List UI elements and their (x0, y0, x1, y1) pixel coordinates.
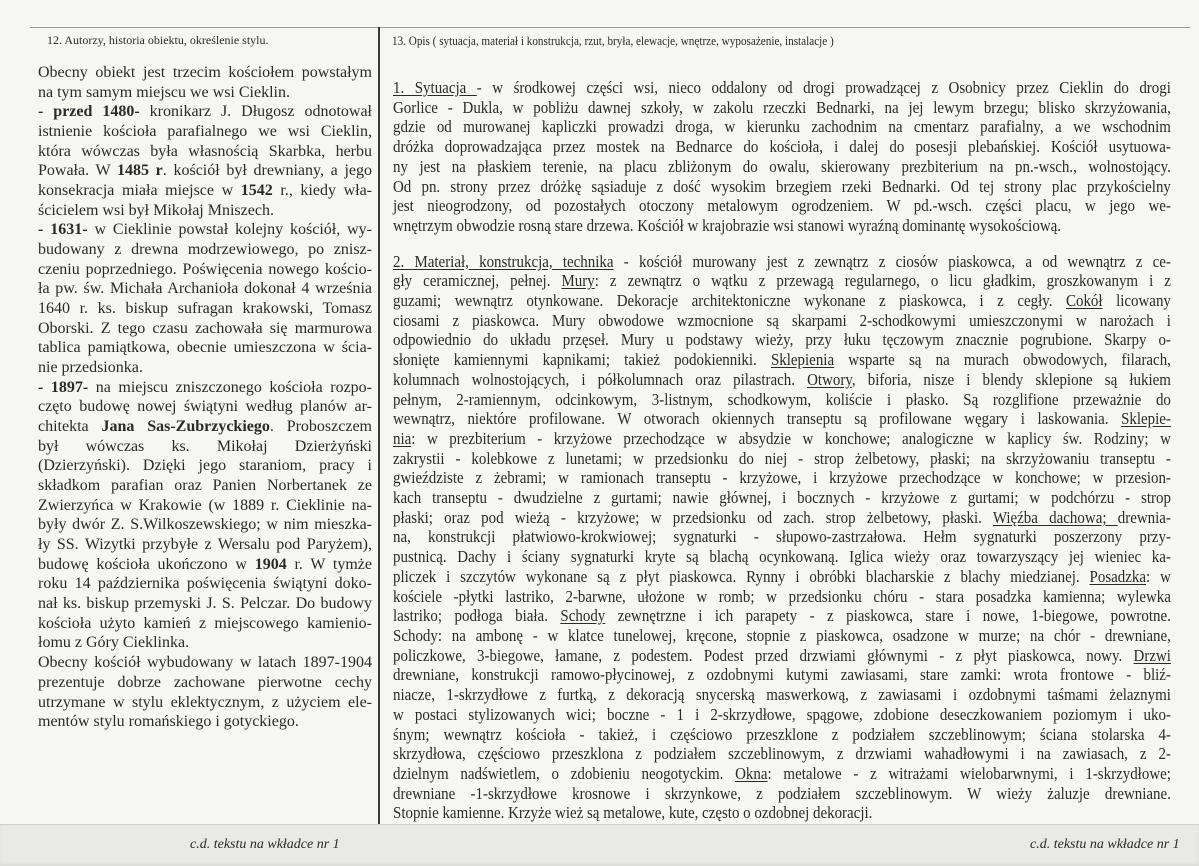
paragraph (38, 220, 372, 377)
text-run: płaski; oraz pod wieżą - krzyżowe; w przedsionku od zach. strop żelbetowy, płaski. (393, 507, 993, 527)
bold-text: Jana Sas-Zubrzyckiego (101, 418, 270, 436)
text-line (393, 508, 1171, 528)
text-line (393, 685, 1171, 705)
text-line (393, 252, 1171, 272)
text-run: pliczek i szczytów wykonane są z płyt piaskowca. Rynny i obróbki blacharskie z blachy miedzianej. (393, 566, 1090, 586)
text-line (393, 665, 1171, 685)
text-run: - w środkowej części wsi, nieco oddalony od drogi prowadzącej z Osobnicy przez Cieklin do drogi (476, 78, 1171, 97)
text-run: ny jest na płaskiem terenie, na placu zbliżonym do owalu, skierowany prezbiterium na pn.-wsch., wolnostojący. (393, 156, 1171, 176)
text-line (38, 63, 372, 83)
text-run: drewniane, konstrukcji ramowo-płycinowej, z ozdobnymi kutymi zawiasami, stare zamki: wrota frontowe - bliź- (393, 665, 1171, 685)
text-run: czeniu poprzedniego. Poświęcenia nowego kościo- (38, 260, 372, 278)
history-column (38, 63, 372, 732)
text-line (38, 653, 372, 673)
text-line (38, 319, 372, 339)
text-line (393, 350, 1171, 370)
bold-text: - 1631- (38, 221, 88, 239)
text-run: drewnia- (1117, 507, 1171, 527)
text-run: składkom parafian oraz Panien Norbertanek ze (38, 477, 372, 495)
text-line (38, 555, 372, 575)
text-line (393, 488, 1171, 508)
text-run: dróżka doprowadzająca przez mostek na Bednarce do kościoła, i dalej do posesji plebańskiej. Kościół usytuowa- (393, 137, 1171, 157)
text-line (38, 456, 372, 476)
text-line (393, 98, 1171, 118)
text-run: pełnym, 2-ramiennym, odcinkowym, 3-listnym, schodkowym, koliście i płasko. Są rozglifione przeważnie do (393, 389, 1171, 409)
bold-text: 1542 (240, 182, 273, 200)
underlined-heading: Sklepie- (1121, 409, 1171, 429)
text-line (393, 429, 1171, 449)
text-run: 1640 r. ks. biskup sufragan krakowski, Tomasz (38, 300, 372, 318)
paragraph (38, 378, 372, 653)
text-line (393, 271, 1171, 291)
text-line (393, 311, 1171, 331)
text-run: gwieździste z żebrami; w ramionach transeptu - krzyżowe, i krzyżowe przechodzące w konchowe; w przesion- (393, 468, 1171, 488)
text-line (393, 744, 1171, 764)
text-run: guzami; wewnątrz otynkowane. Dekoracje architektoniczne wykonane z piaskowca, i z cegły. (393, 291, 1066, 311)
continuation-note-right: c.d. tekstu na wkładce nr 1 (1030, 837, 1180, 852)
text-run: Obecny obiekt jest trzecim kościołem powstałym (38, 64, 372, 81)
bold-text: - 1897- (38, 378, 89, 396)
text-line (38, 260, 372, 280)
text-run: prezentuje dobrze zachowane pierwotne cechy (38, 673, 372, 691)
text-run: nał ks. biskup przemyski J. S. Pelczar. Do budowy (38, 595, 372, 613)
underlined-heading: nia (393, 428, 412, 448)
underlined-heading: Mury (561, 271, 595, 291)
text-run: kościele -płytki lastriko, 2-barwne, ułożone w romb; w przedsionku chóru - stara posadzka kamienna; wylewka (393, 586, 1171, 606)
text-line (38, 673, 372, 693)
text-line (38, 712, 372, 732)
text-run: budowę kościoła ukończono w (38, 555, 255, 573)
text-run: chitekta (38, 418, 102, 436)
text-line (393, 567, 1171, 587)
text-run: Od pn. strony przez dróżkę sąsiaduje z dość wysokim brzegiem rzeki Bednarki. Od tej strony plac przykościelny (393, 176, 1171, 196)
text-run: w Cieklinie powstał kolejny kościół, wy- (87, 221, 373, 239)
underlined-heading: Otwory (807, 369, 852, 389)
text-line (38, 476, 372, 496)
text-line (393, 409, 1171, 429)
text-line (393, 177, 1171, 197)
text-run: częto budowę nowej świątyni według planów ar- (38, 398, 372, 416)
text-run: (Dzierzyński). Dzięki jego staraniom, pracy i (38, 457, 372, 475)
page-footer (0, 824, 1199, 866)
text-line (393, 587, 1171, 607)
text-run: policzkowe, 3-biegowe, łamane, z podestem. Podest przed drzwiami głównymi - z płyt piaskowca, nowy. (393, 645, 1134, 665)
text-line (393, 705, 1171, 725)
text-run: : w prezbiterium - krzyżowe przechodzące w absydzie w konchowe; analogiczne w kaplicy św. Rodziny; w (411, 428, 1171, 448)
text-line (393, 468, 1171, 488)
text-run: . Proboszczem (269, 418, 373, 436)
text-run: mentów stylu romańskiego i gotyckiego. (38, 713, 299, 731)
text-line (38, 299, 372, 319)
paragraph (38, 63, 372, 102)
text-line (38, 122, 372, 142)
bold-text: 1904 (254, 555, 287, 573)
text-run: r. W tymże (286, 555, 373, 573)
underlined-heading: 2. Materiał, konstrukcja, technika (393, 251, 614, 271)
paragraph (38, 653, 372, 732)
description-column (393, 78, 1171, 823)
text-line (38, 161, 372, 181)
text-line (393, 117, 1171, 137)
section-13-heading: 13. Opis ( sytuacja, materiał i konstrukcja, rzut, bryła, elewacje, wnętrze, wyposażenie, instalacje ) (392, 33, 834, 48)
text-line (393, 626, 1171, 646)
text-line (38, 102, 372, 122)
text-run: gły ceramicznej, pełnej. (393, 271, 562, 291)
text-run: wnętrzym obwodzie rosną stare drzewa. Kościół w krajobrazie wsi stanowi wyraźną dominantę wysokościową. (393, 215, 1062, 235)
text-line (393, 449, 1171, 469)
text-run: Obecny kościół wybudowany w latach 1897-1904 (38, 654, 372, 672)
text-run: zakrystii - kolebkowe z lunetami; w przedsionku do niej - strop żelbetowy, płaski; na skrzyżowaniu transeptu - (393, 448, 1171, 468)
text-line (393, 725, 1171, 745)
underlined-heading: Sklepienia (770, 350, 835, 370)
text-run: Stopnie kamienne. Krzyże wież są metalowe, kute, często o ozdobnej dekoracji. (393, 803, 873, 823)
text-line (38, 358, 372, 378)
text-line (38, 535, 372, 555)
section-12-heading: 12. Autorzy, historia obiektu, określenie stylu. (47, 33, 269, 47)
text-run: drewniane -1-skrzydłowe krosnowe i skrzynkowe, z podziałem szczeblinowym. W wieży żaluzje drewniane. (393, 783, 1171, 803)
text-line (38, 201, 372, 221)
column-divider (378, 27, 380, 824)
text-run: Zwierzyńca w Krakowie (w 1889 r. Cieklinie na- (38, 496, 372, 514)
paragraph (38, 102, 372, 220)
text-line (38, 181, 372, 201)
text-run: był wówczas ks. Mikołaj Dzierżyński (38, 437, 372, 455)
text-run: kronikarz J. Długosz odnotował (139, 103, 372, 121)
text-run: : z zewnątrz o wątku z przewagą regularnego, o licu gładkim, groszkowanym i z (594, 271, 1171, 291)
text-run: istnienie kościoła parafialnego we wsi Cieklin, (38, 123, 372, 141)
text-line (393, 216, 1171, 236)
text-run: wewnątrz, niektóre profilowane. W otworach okiennych transeptu są profilowane węgary i laskowania. (393, 409, 1122, 429)
text-line (38, 142, 372, 162)
text-line (38, 240, 372, 260)
text-line (393, 527, 1171, 547)
text-line (393, 784, 1171, 804)
text-run: na miejscu zniszczonego kościoła rozpo- (88, 378, 373, 396)
text-line (38, 693, 372, 713)
text-run: w postaci stylizowanych wici; boczne - 1 i 2-skrzydłowe, spągowe, zdobione deseczkowaniem poziomym i uko- (393, 704, 1171, 724)
underlined-heading: Okna (735, 763, 768, 783)
bold-text: - przed 1480- (38, 103, 140, 121)
text-line (393, 291, 1171, 311)
underlined-heading: Schody (560, 606, 606, 626)
text-run: odpowiednio do układu przęseł. Mury u podstawy wieży, przy łuku tęczowym znacznie pogrubione. Skarpy o- (393, 330, 1171, 350)
text-line (38, 437, 372, 457)
text-line (393, 78, 1171, 98)
text-run: nie przedsionka. (38, 359, 143, 377)
text-run: gdzie od murowanej kapliczki prowadzi droga, w kierunku zachodnim na cmentarz parafialny, a we wschodnim (393, 117, 1171, 137)
underlined-heading: Cokół (1065, 291, 1103, 311)
text-run: kach transeptu - dwudzielne z gurtami; nawie głównej, i bocznych - krzyżowe z gurtami; w podchórzu - strop (393, 488, 1171, 508)
text-run: tablica pamiątkowa, obecnie umieszczona w ścia- (38, 339, 372, 357)
text-run: wsparte są na murach obwodowych, filarach, (834, 350, 1171, 370)
text-run: niacze, 1-skrzydłowe z furtką, z dekoracją snycerską maswerkową, z zawiasami i ozdobnymi taśmami żelaznymi (393, 685, 1171, 705)
text-line (393, 390, 1171, 410)
text-run: na, konstrukcji płatwiowo-krokwiowej; sygnaturki - słupowo-zastrzałowa. Hełm sygnaturki poszerzony przy- (393, 527, 1171, 547)
text-run: , biforia, nisze i blendy sklepione są łukiem (851, 369, 1171, 389)
text-line (38, 614, 372, 634)
paragraph (393, 78, 1171, 236)
text-line (393, 157, 1171, 177)
bold-text: 1485 r (117, 162, 163, 180)
text-line (38, 279, 372, 299)
underlined-heading: Drzwi (1133, 645, 1171, 665)
text-run: kościoła użyto kamień z miejscowego kamienio- (38, 614, 372, 632)
text-run: ły SS. Wizytki przybyłe z Wersalu pod Paryżem), (38, 536, 372, 554)
continuation-note-left: c.d. tekstu na wkładce nr 1 (190, 837, 340, 852)
text-run: : w (1146, 566, 1171, 586)
text-line (393, 137, 1171, 157)
text-run: dzielnym nadświetlem, o zdobieniu neogotyckim. (393, 763, 736, 783)
text-run: która wówczas była własnością Skarbka, herbu (38, 142, 372, 160)
text-line (38, 220, 372, 240)
text-run: słonięte kamiennymi kapnikami; takież podokienniki. (393, 350, 771, 370)
text-line (393, 803, 1171, 823)
text-line (393, 196, 1171, 216)
text-run: ła pw. św. Michała Archanioła dokonał 4 września (38, 280, 372, 298)
text-line (38, 633, 372, 653)
text-line (393, 330, 1171, 350)
text-line (393, 370, 1171, 390)
text-run: łomu z Góry Cieklinka. (38, 634, 190, 652)
text-run: Powała. W (38, 162, 117, 180)
text-line (38, 594, 372, 614)
text-run: konsekracja miała miejsce w (38, 182, 241, 200)
text-line (38, 83, 372, 103)
text-run: Oborski. Z tego czasu zachowała się marmurowa (38, 319, 372, 337)
text-run: skrzydłowa, częściowo przeszklona z podziałem szczeblinowym, z drzwiami wahadłowymi i na zawiasach, z 2- (393, 744, 1171, 764)
text-run: ścicielem wsi był Mikołaj Mniszech. (38, 201, 274, 219)
underlined-heading: Posadzka (1089, 566, 1147, 586)
text-run: - kościół murowany jest z zewnątrz z ciosów piaskowca, a od wewnątrz z ce- (613, 251, 1171, 271)
text-run: licowany (1102, 291, 1171, 311)
text-run: śnym; wewnątrz kościoła - takież, i częściowo przeszklone z podziałem szczeblinowym; ściana stolarska 4- (393, 724, 1171, 744)
text-run: Schody: na ambonę - w klatce tunelowej, kręcone, stopnie z piaskowca, osadzone w murze; na chór - drewniane, (393, 625, 1171, 645)
text-line (38, 378, 372, 398)
text-run: jest nieogrodzony, od pozostałych otoczony metalowym ogrodzeniem. W pd.-wsch. części placu, w jego we- (393, 196, 1171, 216)
text-run: budowany z drewna modrzewiowego, po znisz- (38, 241, 372, 259)
text-line (38, 338, 372, 358)
text-line (38, 574, 372, 594)
text-run: na tym samym miejscu we wsi Cieklin. (38, 83, 290, 101)
text-run: r., kiedy wła- (272, 182, 373, 200)
text-run: kolumnach wolnostojących, i półkolumnach oraz pilastrach. (393, 369, 808, 389)
text-line (38, 496, 372, 516)
text-line (393, 547, 1171, 567)
text-run: Gorlice - Dukla, w pobliżu dawnej szkoły, w zakolu rzeczki Bednarki, na jej lewym brzegu; blisko skrzyżowania, (393, 97, 1171, 117)
text-run: utrzymane w stylu eklektycznym, z użyciem ele- (38, 693, 372, 711)
top-border (30, 27, 1190, 28)
text-line (38, 515, 372, 535)
text-run: zewnętrzne i ich parapety - z piaskowca, stare i nowe, 1-biegowe, powrotne. (605, 606, 1171, 626)
text-run: pustnicą. Dachy i ściany sygnaturki kryte są blachą ocynkowaną. Iglica wieży oraz towarzyszący jej wieniec ka- (393, 547, 1171, 567)
paragraph (393, 252, 1171, 823)
text-line (393, 606, 1171, 626)
text-run: były dwór Z. S.Wilkoszewskiego; w nim mieszka- (38, 516, 372, 534)
text-run: : metalowe - z witrażami wielobarwnymi, i 1-skrzydłowe; (767, 763, 1171, 783)
text-line (393, 646, 1171, 666)
underlined-heading: 1. Sytuacja (393, 78, 477, 97)
text-run: roku 14 października poświęcenia świątyni doko- (38, 575, 372, 593)
text-run: lastriko; podłoga biała. (393, 606, 561, 626)
underlined-heading: Więźba dachowa; (992, 507, 1118, 527)
text-run: . kościół był drewniany, a jego (162, 162, 373, 180)
text-run: ciosami z piaskowca. Mury obwodowe wzmocnione są skarpami 2-schodkowymi umieszczonymi w narożach i (393, 310, 1171, 330)
text-line (393, 764, 1171, 784)
text-line (38, 397, 372, 417)
text-line (38, 417, 372, 437)
